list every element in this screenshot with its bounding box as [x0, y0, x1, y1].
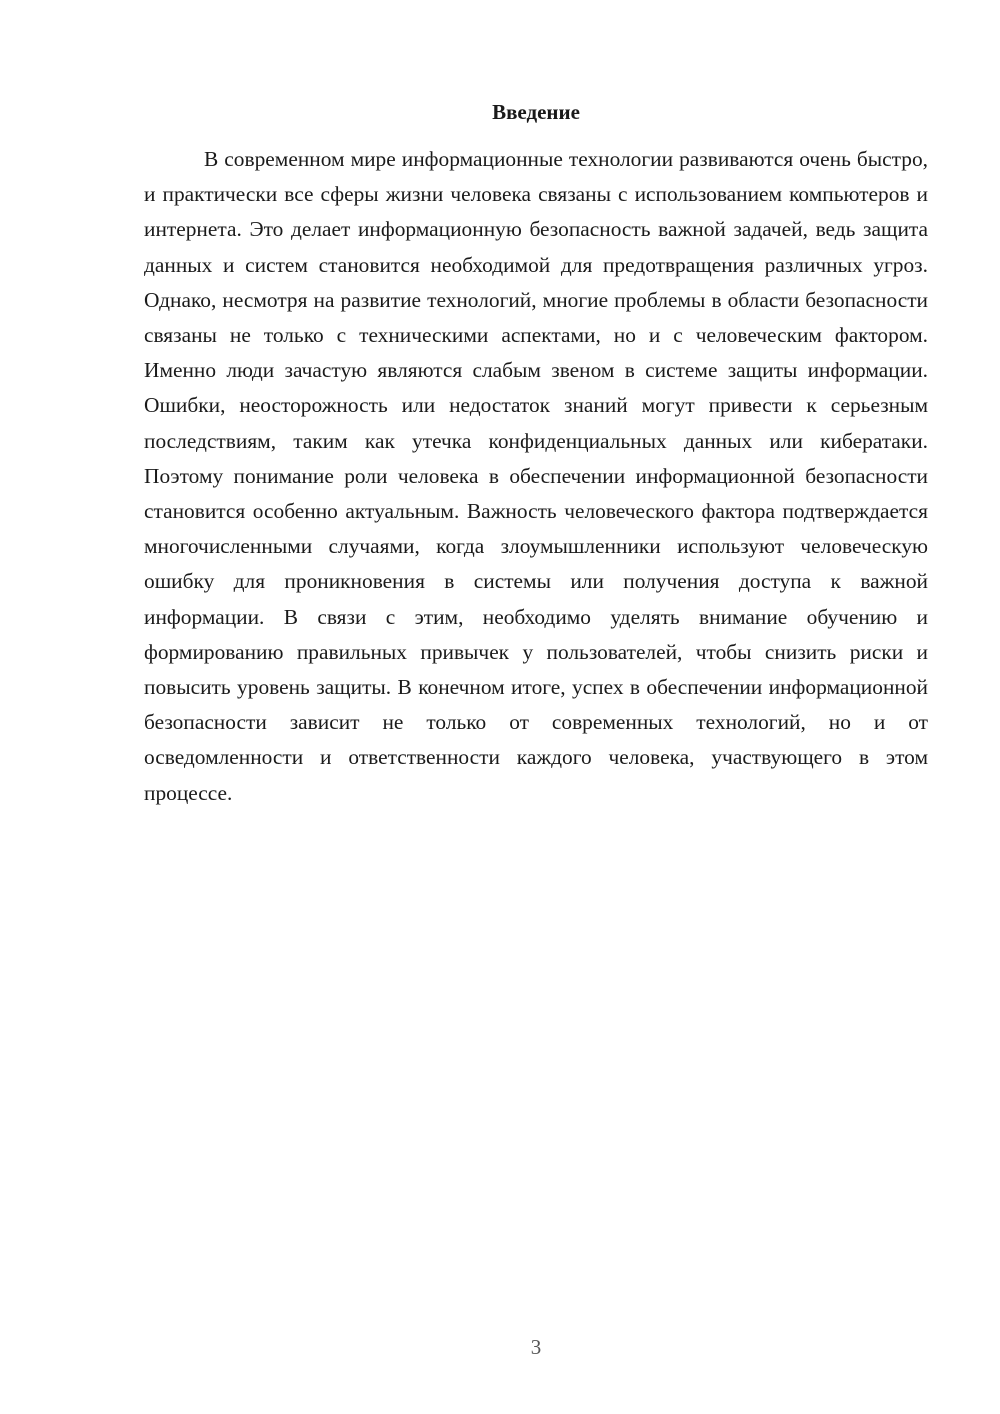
body-paragraph: В современном мире информационные технологии развиваются очень быстро, и практически все сферы жизни человека связаны с использованием компьютеров и интернета. Это делает информационную безопасность важной задачей, ведь защита данных и систем становится необходимой для предотвращения различных угроз. Однако, несмотря на развитие технологий, многие проблемы в области безопасности связаны не только с техническими аспектами, но и с человеческим фактором. Именно люди зачастую являются слабым звеном в системе защиты информации. Ошибки, неосторожность или недостаток знаний могут привести к серьезным последствиям, таким как утечка конфиденциальных данных или кибератаки. Поэтому понимание роли человека в обеспечении информационной безопасности становится особенно актуальным. Важность человеческого фактора подтверждается многочисленными случаями, когда злоумышленники используют человеческую ошибку для проникновения в системы или получения доступа к важной информации. В связи с этим, необходимо уделять внимание обучению и формированию правильных привычек у пользователей, чтобы снизить риски и повысить уровень защиты. В конечном итоге, успех в обеспечении информационной безопасности зависит не только от современных технологий, но и от осведомленности и ответственности каждого человека, участвующего в этом процессе. — [144, 147, 928, 805]
page-number: 3 — [530, 1335, 542, 1359]
section-title: Введение — [492, 100, 580, 124]
